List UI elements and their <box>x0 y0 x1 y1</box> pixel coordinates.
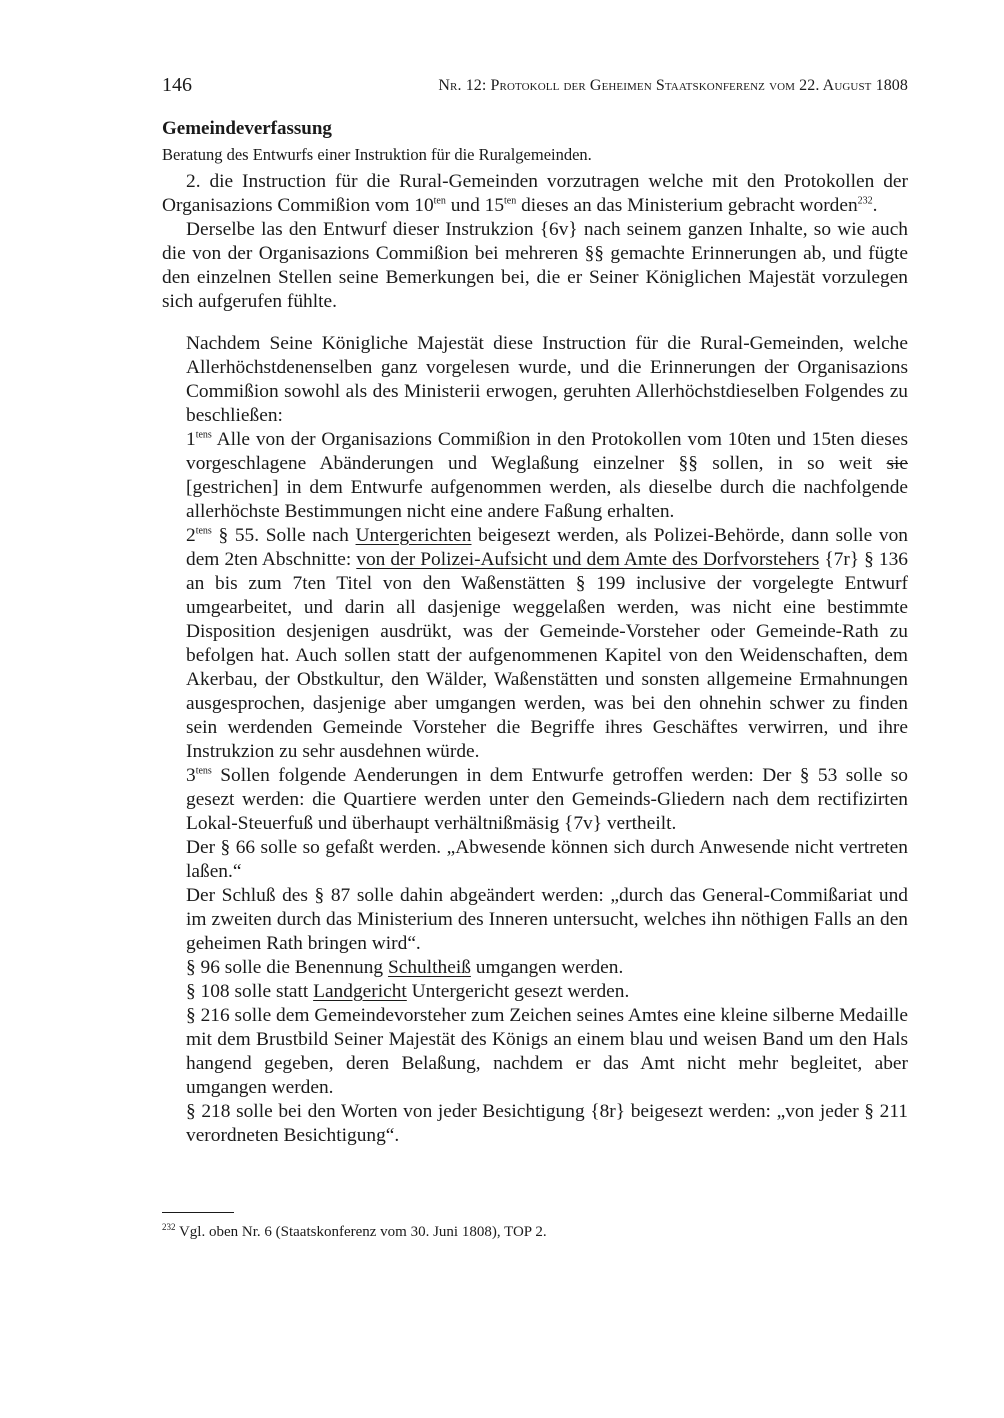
paragraph-section-66: Der § 66 solle so gefaßt werden. „Abwesende können sich durch Anwesende nicht vertreten laßen.“ <box>186 837 908 882</box>
underlined-text: von der Polizei-Aufsicht und dem Amte des Dorfvorstehers <box>356 549 820 570</box>
struck-text: sie <box>886 453 908 474</box>
running-header: Nr. 12: Protokoll der Geheimen Staatskonferenz vom 22. August 1808 <box>438 77 908 94</box>
paragraph-section-87: Der Schluß des § 87 solle dahin abgeändert werden: „durch das General-Commißariat und im zweiten durch das Ministerium des Inneren untersucht, welches ihn nöthigen Falls an den geheimen Rath bringen wird“. <box>186 885 908 954</box>
paragraph-section-216: § 216 solle dem Gemeindevorsteher zum Zeichen seines Amtes eine kleine silberne Medaille mit dem Brustbild Seiner Majestät des Königs an einem blau und weisen Band um den Hals hangend gegeben, deren Belaßung, nachdem er das Amt nicht mehr begleitet, aber umgangen werden. <box>186 1005 908 1098</box>
paragraph-section-96: § 96 solle die Benennung Schultheiß umgangen werden. <box>186 957 624 978</box>
page-number: 146 <box>162 74 192 96</box>
underlined-text: Schultheiß <box>387 957 471 978</box>
footnote-reference: 232 <box>857 195 873 207</box>
footnote-number: 232 <box>162 1222 176 1232</box>
resolution-item-1: $1^{tens}$ Alle von der Organisazions Commißion in den Protokollen vom 10ten und 15ten dieses vorgeschlagene Abänderungen und Weglaßung einzelner §§ sollen, in so weit sie [gestrichen] in dem Entwurfe aufgenommen werden, als dieselbe durch die nachfolgende allerhöchste Bestimmungen nicht eine andere Faßung erhalten. <box>186 429 908 522</box>
section-heading: Gemeindeverfassung <box>162 118 332 139</box>
footnote: $^{232}$ Vgl. oben Nr. 6 (Staatskonferenz vom 30. Juni 1808), TOP 2. <box>162 1222 547 1240</box>
underlined-text: Untergerichten <box>355 525 472 546</box>
paragraph-reading: Derselbe las den Entwurf dieser Instrukzion {6v} nach seinem ganzen Inhalte, so wie auch die von der Organisazions Commißion bei mehreren §§ gemachte Erinnerungen ab, und fügte den einzelnen Stellen seine Bemerkungen bei, die er Seiner Königlichen Majestät vorzulegen sich aufgerufen fühlte. <box>162 219 908 312</box>
royal-resolution <box>186 332 908 1148</box>
resolution-intro: Nachdem Seine Königliche Majestät diese Instruction für die Rural-Gemeinden, welche Allerhöchstdenenselben ganz vorgelesen wurde, und die Erinnerungen der Organisazions Commißion sowohl als des Ministerii erwogen, geruhten Allerhöchstdieselben Folgendes zu beschließen: <box>186 333 908 426</box>
paragraph-instruction: 2. die Instruction für die Rural-Gemeinden vorzutragen welche mit den Protokollen der Organisazions Commißion vom $10^{ten}$ und $15^{ten}$ dieses an das Ministerium gebracht worden$^{232}$. <box>162 171 908 216</box>
superscript: ten <box>433 195 446 207</box>
paragraph-section-108: § 108 solle statt Landgericht Untergericht gesezt werden. <box>186 981 630 1002</box>
footnote-divider <box>162 1212 234 1213</box>
section-subheading: Beratung des Entwurfs einer Instruktion für die Ruralgemeinden. <box>162 145 592 164</box>
main-text <box>162 118 908 1148</box>
underlined-text: Landgericht <box>313 981 407 1002</box>
resolution-item-3: $3^{tens}$ Sollen folgende Aenderungen in dem Entwurfe getroffen werden: Der § 53 solle so gesezt werden: die Quartiere werden unter den Gemeinds-Gliedern nach dem rectifizirten Lokal-Steuerfuß und überhaupt verhältnißmäsig {7v} vertheilt. <box>186 765 908 834</box>
paragraph-section-218: § 218 solle bei den Worten von jeder Besichtigung {8r} beigesezt werden: „von jeder § 211 verordneten Besichtigung“. <box>186 1101 908 1146</box>
resolution-item-2: $2^{tens}$ § 55. Solle nach Untergerichten beigesezt werden, als Polizei-Behörde, dann solle von dem 2ten Abschnitte: von der Polizei-Aufsicht und dem Amte des Dorfvorstehers {7r} § 136 an bis zum 7ten Titel von den Waßenstätten § 199 inclusive der vorgelegte Entwurf umgearbeitet, und darin all dasjenige weggelaßen werden, was nicht eine bestimmte Disposition desjenigen ausdrükt, was der Gemeinde-Vorsteher oder Gemeinde-Rath zu befolgen hat. Auch sollen statt der aufgenommenen Kapitel von den Weidenschaften, dem Akerbau, der Obstkultur, den Wälder, Waßenstätten und sonsten allgemeine Ermahnungen ausgesprochen, dasjenige aber umgangen werden, was bei den ohnehin schwer zu finden sein werdenden Gemeinde Vorsteher die Begriffe ihres Geschäftes verwirren, und ihre Instrukzion zu sehr ausdehnen würde. <box>186 525 908 762</box>
superscript: ten <box>504 195 517 207</box>
